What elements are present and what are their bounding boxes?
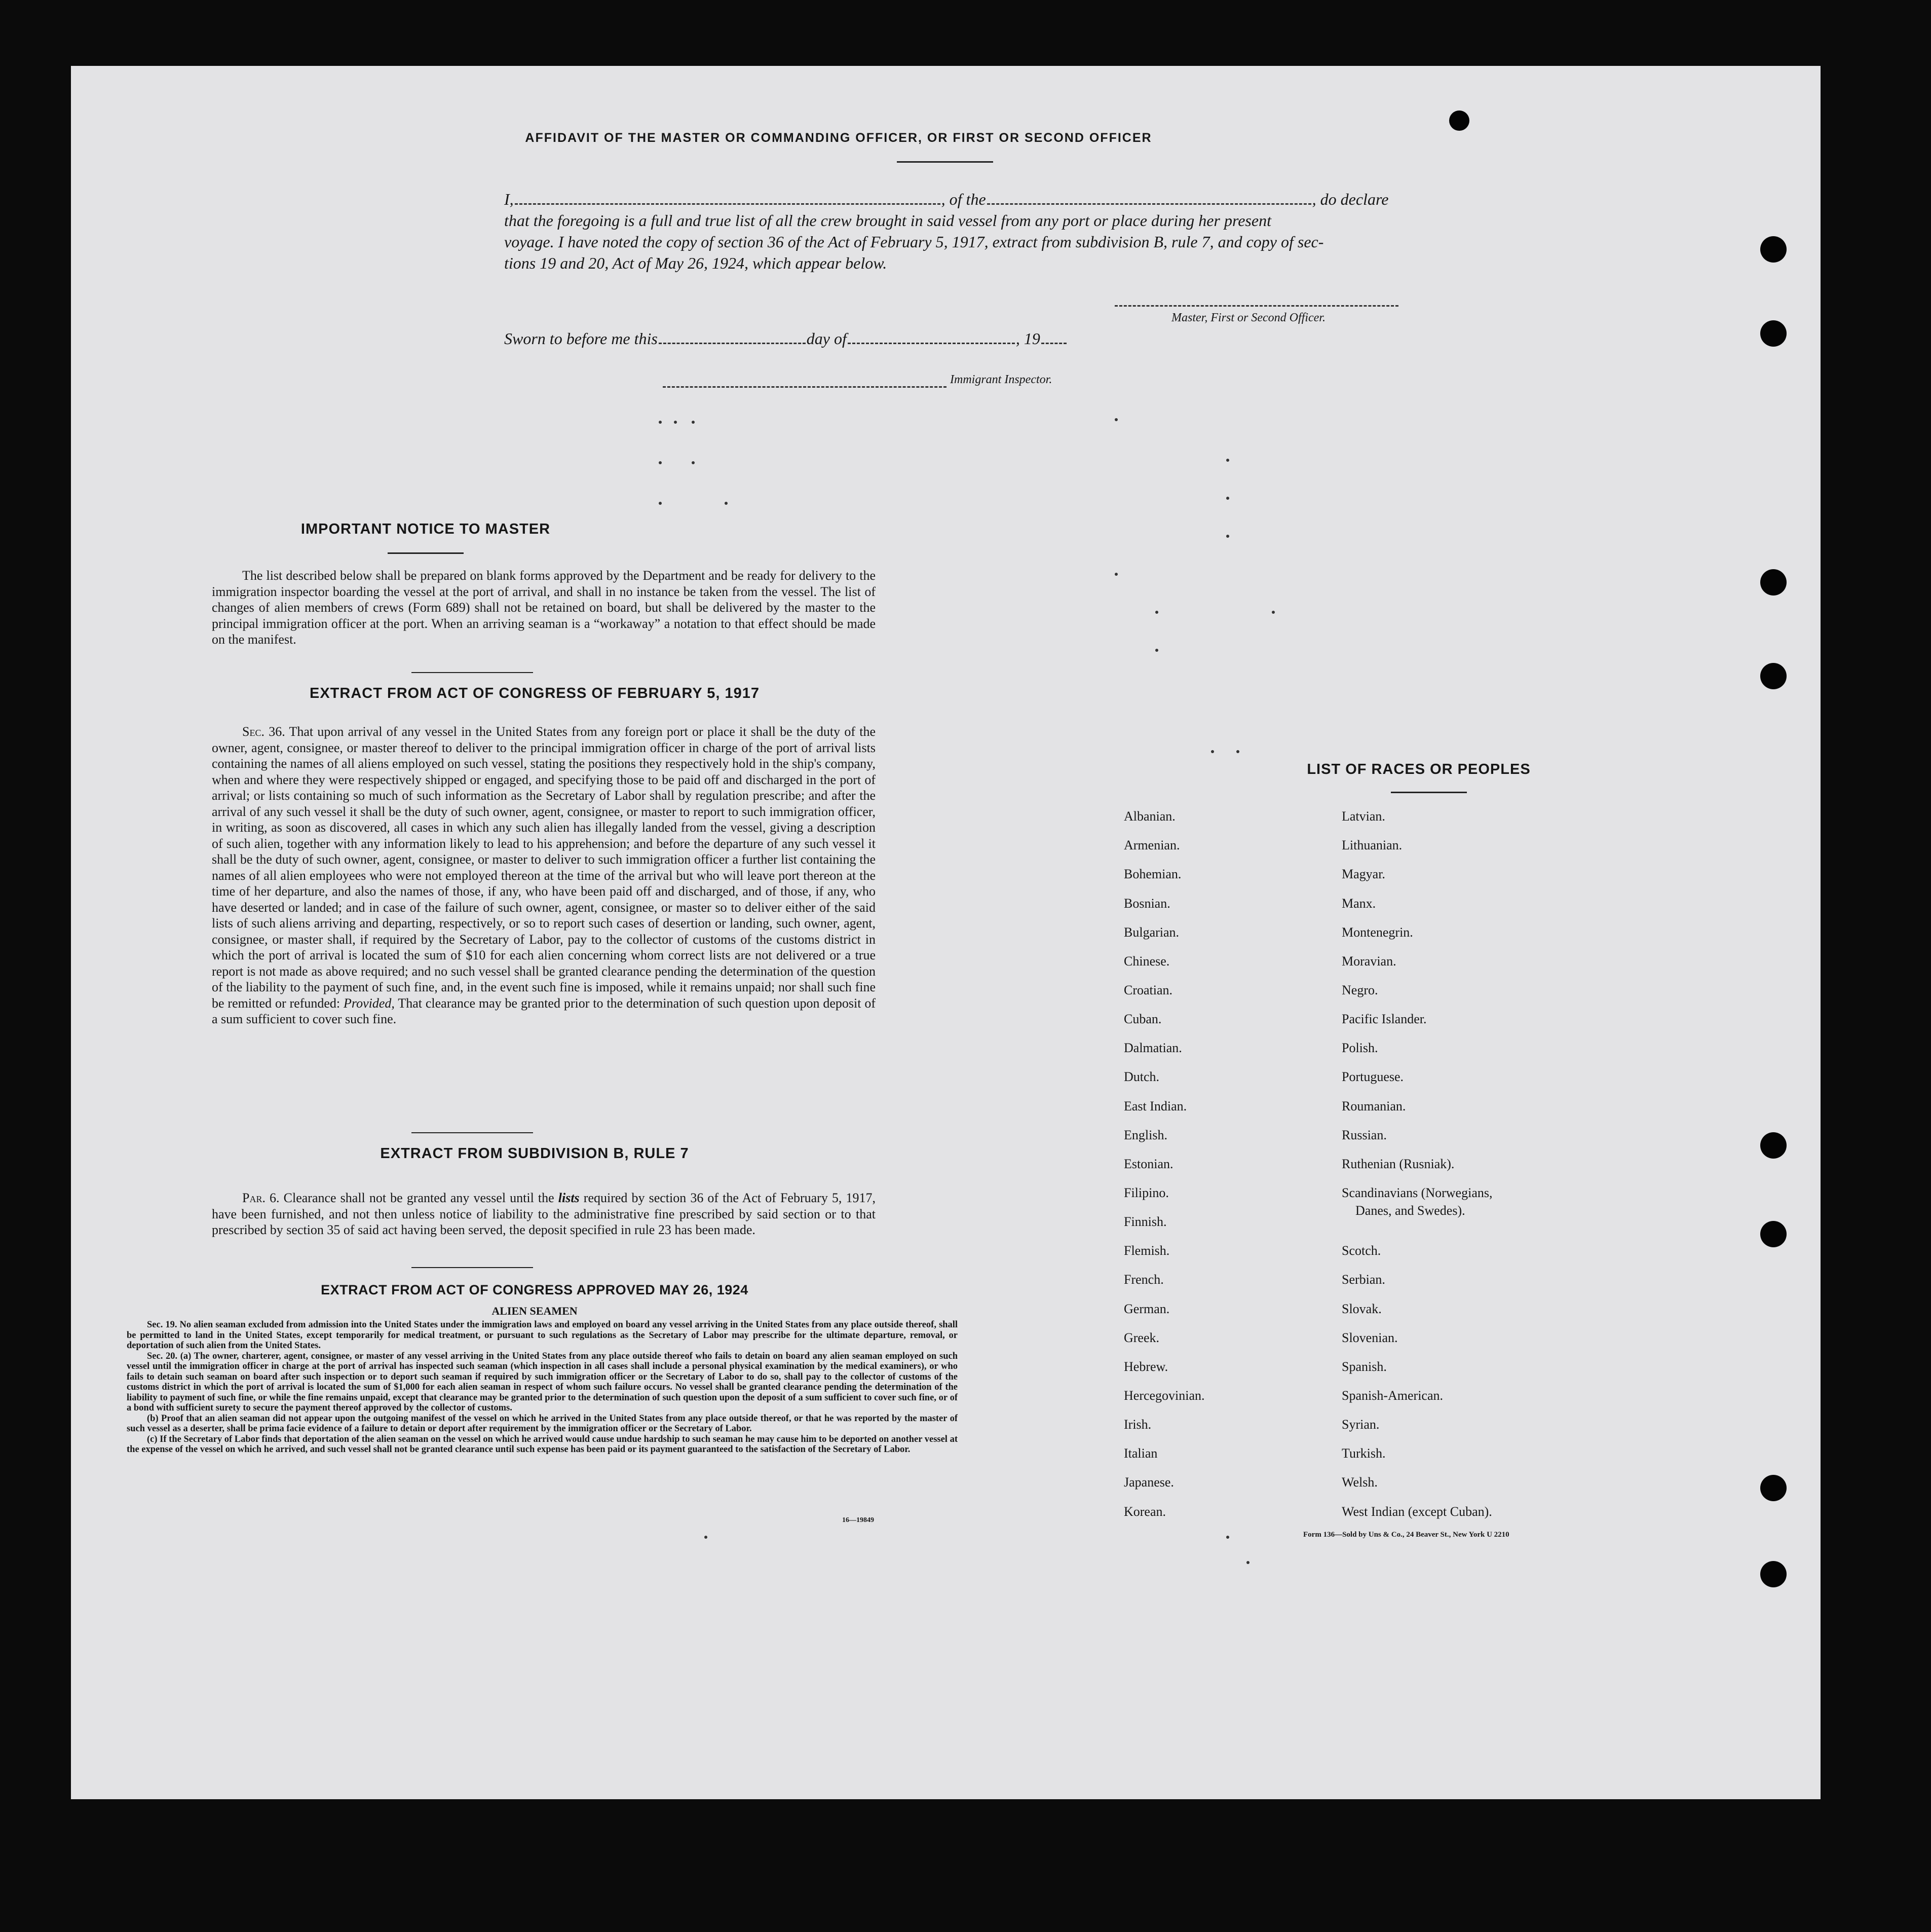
punch-hole: [1760, 1221, 1787, 1247]
race-item: Hebrew.: [1124, 1359, 1168, 1374]
extract-1917-body: Sec. 36. That upon arrival of any vessel in the United States from any foreign port or place it shall be the duty of the owner, agent, consignee, or master thereof to deliver to the principal immigration officer in charge of the port of arrival lists containing the names of all aliens employed on such vessel, stating the positions they respectively hold in the ship's company, when and where they were respectively shipped or engaged, and specifying those to be paid off and discharged in the port of arrival; or lists containing so much of such information as the Secretary of Labor shall by regulation prescribe; and after the arrival of any such vessel it shall be the duty of such owner, agent, consignee, or master to report to such immigration officer, in writing, as soon as discovered, all cases in which any such alien has illegally landed from the vessel, giving a description of such alien, together with any information likely to lead to his apprehension; and before the departure of any such vessel it shall be the duty of such owner, agent, consignee, or master to deliver to such immigration officer a further list containing the names of all alien employees who were not employed thereon at the time of the arrival but who will leave port thereon at the time of her departure, and also the names of those, if any, who have been paid off and discharged, and of those, if any, who have deserted or landed; and in case of the failure of such owner, agent, consignee, or master so to deliver either of the said lists of such aliens arriving and departing, respectively, or so to report such cases of desertion or landing, such owner, agent, consignee, or master shall, if required by the Secretary of Labor, pay to the collector of customs of the customs district in which the port of arrival is located the sum of $10 for each alien concerning whom correct lists are not delivered or a true report is not made as above required; and no such vessel shall be granted clearance pending the determination of the question of the liability to the payment of such fine, and, in the event such fine is imposed, while it remains unpaid; nor shall such fine be remitted or refunded: Provided, That clearance may be granted prior to the determination of such question upon deposit of a sum sufficient to cover such fine.: [212, 724, 876, 1026]
punch-hole: [1760, 569, 1787, 596]
race-item: Croatian.: [1124, 983, 1173, 997]
speck: [659, 421, 662, 424]
form-note: Form 136—Sold by Uns & Co., 24 Beaver St., New York U 2210: [1303, 1531, 1509, 1539]
race-item: Roumanian.: [1342, 1099, 1406, 1113]
race-item: Danes, and Swedes).: [1355, 1203, 1465, 1218]
race-item: Korean.: [1124, 1504, 1166, 1519]
speck: [1155, 649, 1158, 652]
speck: [1272, 611, 1275, 614]
race-item: Finnish.: [1124, 1214, 1167, 1229]
race-item: Slovak.: [1342, 1302, 1382, 1316]
race-item: Cuban.: [1124, 1012, 1162, 1026]
race-item: French.: [1124, 1272, 1164, 1287]
speck: [1236, 750, 1239, 753]
punch-hole: [1760, 1561, 1787, 1587]
punch-hole: [1760, 236, 1787, 263]
race-item: Montenegrin.: [1342, 925, 1413, 940]
divider-3: [411, 1267, 533, 1268]
name-blank[interactable]: [515, 203, 940, 205]
master-signature-line[interactable]: [1115, 305, 1398, 307]
speck: [704, 1536, 707, 1539]
speck: [659, 461, 662, 464]
race-item: Dalmatian.: [1124, 1041, 1182, 1055]
sworn-year-blank[interactable]: [1041, 343, 1067, 344]
race-item: Pacific Islander.: [1342, 1012, 1427, 1026]
race-item: Dutch.: [1124, 1069, 1160, 1084]
speck: [1115, 573, 1118, 576]
sworn-month-blank[interactable]: [848, 343, 1015, 344]
race-item: Scandinavians (Norwegians,: [1342, 1185, 1493, 1200]
race-item: Negro.: [1342, 983, 1378, 997]
notice-underline: [388, 552, 464, 554]
punch-hole: [1449, 110, 1469, 131]
race-item: Italian: [1124, 1446, 1158, 1461]
race-item: Russian.: [1342, 1128, 1387, 1142]
race-item: Armenian.: [1124, 838, 1180, 852]
speck: [1226, 459, 1229, 462]
race-item: German.: [1124, 1302, 1170, 1316]
sworn-line: Sworn to before me this day of , 19: [504, 329, 1068, 348]
notice-body: The list described below shall be prepared on blank forms approved by the Department and be ready for delivery to the immigration inspector boarding the vessel at the port of arrival, and shall in no instance be taken from the vessel. The list of changes of alien members of crews (Form 689) shall not be retained on board, but shall be delivered by the master to the principal immigration officer at the port. When an arriving seaman is a “workaway” a notation to that effect should be made on the manifest.: [212, 568, 876, 647]
race-item: Albanian.: [1124, 809, 1176, 824]
punch-hole: [1760, 1475, 1787, 1501]
speck: [725, 502, 728, 505]
race-item: Bulgarian.: [1124, 925, 1180, 940]
extract-1924-title: EXTRACT FROM ACT OF CONGRESS APPROVED MAY 26, 1924: [321, 1282, 748, 1297]
race-item: Hercegovinian.: [1124, 1388, 1205, 1403]
speck: [1226, 535, 1229, 538]
vessel-blank[interactable]: [987, 203, 1311, 205]
punch-hole: [1760, 320, 1787, 347]
speck: [692, 461, 695, 464]
races-underline: [1391, 792, 1467, 793]
speck: [1226, 497, 1229, 500]
punch-hole: [1760, 663, 1787, 689]
race-item: English.: [1124, 1128, 1167, 1142]
race-item: Chinese.: [1124, 954, 1170, 969]
race-item: Ruthenian (Rusniak).: [1342, 1157, 1455, 1171]
race-item: Bosnian.: [1124, 896, 1170, 911]
extract-rule7-title: EXTRACT FROM SUBDIVISION B, RULE 7: [380, 1145, 689, 1162]
speck: [1226, 1536, 1229, 1539]
race-item: West Indian (except Cuban).: [1342, 1504, 1492, 1519]
speck: [1211, 750, 1214, 753]
print-code: 16—19849: [842, 1516, 874, 1524]
race-item: Japanese.: [1124, 1475, 1174, 1490]
speck: [1246, 1561, 1250, 1564]
sworn-day-blank[interactable]: [659, 343, 806, 344]
divider-1: [411, 672, 533, 673]
race-item: Syrian.: [1342, 1417, 1380, 1432]
race-item: Turkish.: [1342, 1446, 1386, 1461]
race-item: Welsh.: [1342, 1475, 1378, 1490]
race-item: Filipino.: [1124, 1185, 1169, 1200]
race-item: Greek.: [1124, 1330, 1160, 1345]
race-item: Portuguese.: [1342, 1069, 1404, 1084]
race-item: Flemish.: [1124, 1243, 1170, 1258]
speck: [674, 421, 677, 424]
race-item: Moravian.: [1342, 954, 1396, 969]
speck: [659, 502, 662, 505]
speck: [692, 421, 695, 424]
race-item: Spanish.: [1342, 1359, 1387, 1374]
race-item: Scotch.: [1342, 1243, 1381, 1258]
speck: [1115, 418, 1118, 421]
title-underline: [897, 161, 993, 163]
race-item: Latvian.: [1342, 809, 1385, 824]
document-page: [71, 66, 1821, 1799]
race-item: Serbian.: [1342, 1272, 1385, 1287]
speck: [1155, 611, 1158, 614]
race-item: Spanish-American.: [1342, 1388, 1444, 1403]
notice-title: IMPORTANT NOTICE TO MASTER: [300, 521, 551, 537]
races-title: LIST OF RACES OR PEOPLES: [1307, 761, 1531, 777]
race-item: Slovenian.: [1342, 1330, 1398, 1345]
race-item: Manx.: [1342, 896, 1376, 911]
extract-1924-subtitle: ALIEN SEAMEN: [491, 1305, 578, 1317]
race-item: East Indian.: [1124, 1099, 1187, 1113]
race-item: Lithuanian.: [1342, 838, 1403, 852]
race-item: Estonian.: [1124, 1157, 1173, 1171]
race-item: Bohemian.: [1124, 867, 1182, 881]
race-item: Polish.: [1342, 1041, 1378, 1055]
punch-hole: [1760, 1132, 1787, 1159]
affidavit-body: I, , of the , do declare that the foregoing is a full and true list of all the crew brought in said vessel from any port or place during her present voyage. I have noted the copy of section 36 of the Act of February 5, 1917, extract from subdivision B, rule 7, and copy of sec- tions 19 and 20, Act of May 26, 1924, which appear below.: [504, 190, 1389, 272]
inspector-label: Immigrant Inspector.: [950, 373, 1052, 386]
divider-2: [411, 1132, 533, 1133]
extract-rule7-body: Par. 6. Clearance shall not be granted any vessel until the lists required by section 36 of the Act of February 5, 1917, have been furnished, and not then unless notice of liability to the administrative fine prescribed by said section or to that prescribed by section 35 of said act having been served, the deposit specified in rule 23 has been made.: [212, 1191, 876, 1237]
inspector-signature-line[interactable]: [663, 386, 946, 388]
race-item: Magyar.: [1342, 867, 1385, 881]
affidavit-title: AFFIDAVIT OF THE MASTER OR COMMANDING OFFICER, OR FIRST OR SECOND OFFICER: [525, 131, 1152, 145]
race-item: Irish.: [1124, 1417, 1152, 1432]
extract-1924-body: Sec. 19. No alien seaman excluded from admission into the United States under the immigration laws and employed on board any vessel arriving in the United States from any place outside thereof, shall be permitted to land in the United States, except temporarily for medical treatment, or pursuant to such regulations as the Secretary of Labor may prescribe for the ultimate departure, removal, or deportation of such alien from the United States. Sec. 20. (a) The owner, charterer, agent, consignee, or master of any vessel arriving in the United States from any place outside thereof who fails to detain on board any alien seaman employed on such vessel until the immigration officer in charge at the port of arrival has inspected such seaman (which inspection in all cases shall include a personal physical examination by the medical examiners), or who fails to detain such seaman on board after such inspection or to deport such seaman if required by such immigration officer or the Secretary of Labor to do so, shall pay to the collector of customs of the customs district in which the port of arrival is located the sum of $1,000 for each alien seaman in respect of whom such failure occurs. No vessel shall be granted clearance pending the determination of the liability to payment of such fine, or while the fine remains unpaid, except that clearance may be granted prior to the determination of such question upon the deposit of a sum sufficient to cover such fine, or of a bond with sufficient surety to secure the payment thereof approved by the collector of customs. (b) Proof that an alien seaman did not appear upon the outgoing manifest of the vessel on which he arrived in the United States from any place outside thereof, or that he was reported by the master of such vessel as a deserter, shall be prima facie evidence of a failure to detain or deport after requirement by the immigration officer or the Secretary of Labor. (c) If the Secretary of Labor finds that deportation of the alien seaman on the vessel on which he arrived would cause undue hardship to such seaman he may cause him to be deported on another vessel at the expense of the vessel on which he arrived, and such vessel shall not be granted clearance until such expense has been paid or its payment guaranteed to the satisfaction of the Secretary of Labor.: [127, 1320, 958, 1455]
extract-1917-title: EXTRACT FROM ACT OF CONGRESS OF FEBRUARY 5, 1917: [309, 685, 760, 701]
master-label: Master, First or Second Officer.: [1171, 311, 1326, 324]
